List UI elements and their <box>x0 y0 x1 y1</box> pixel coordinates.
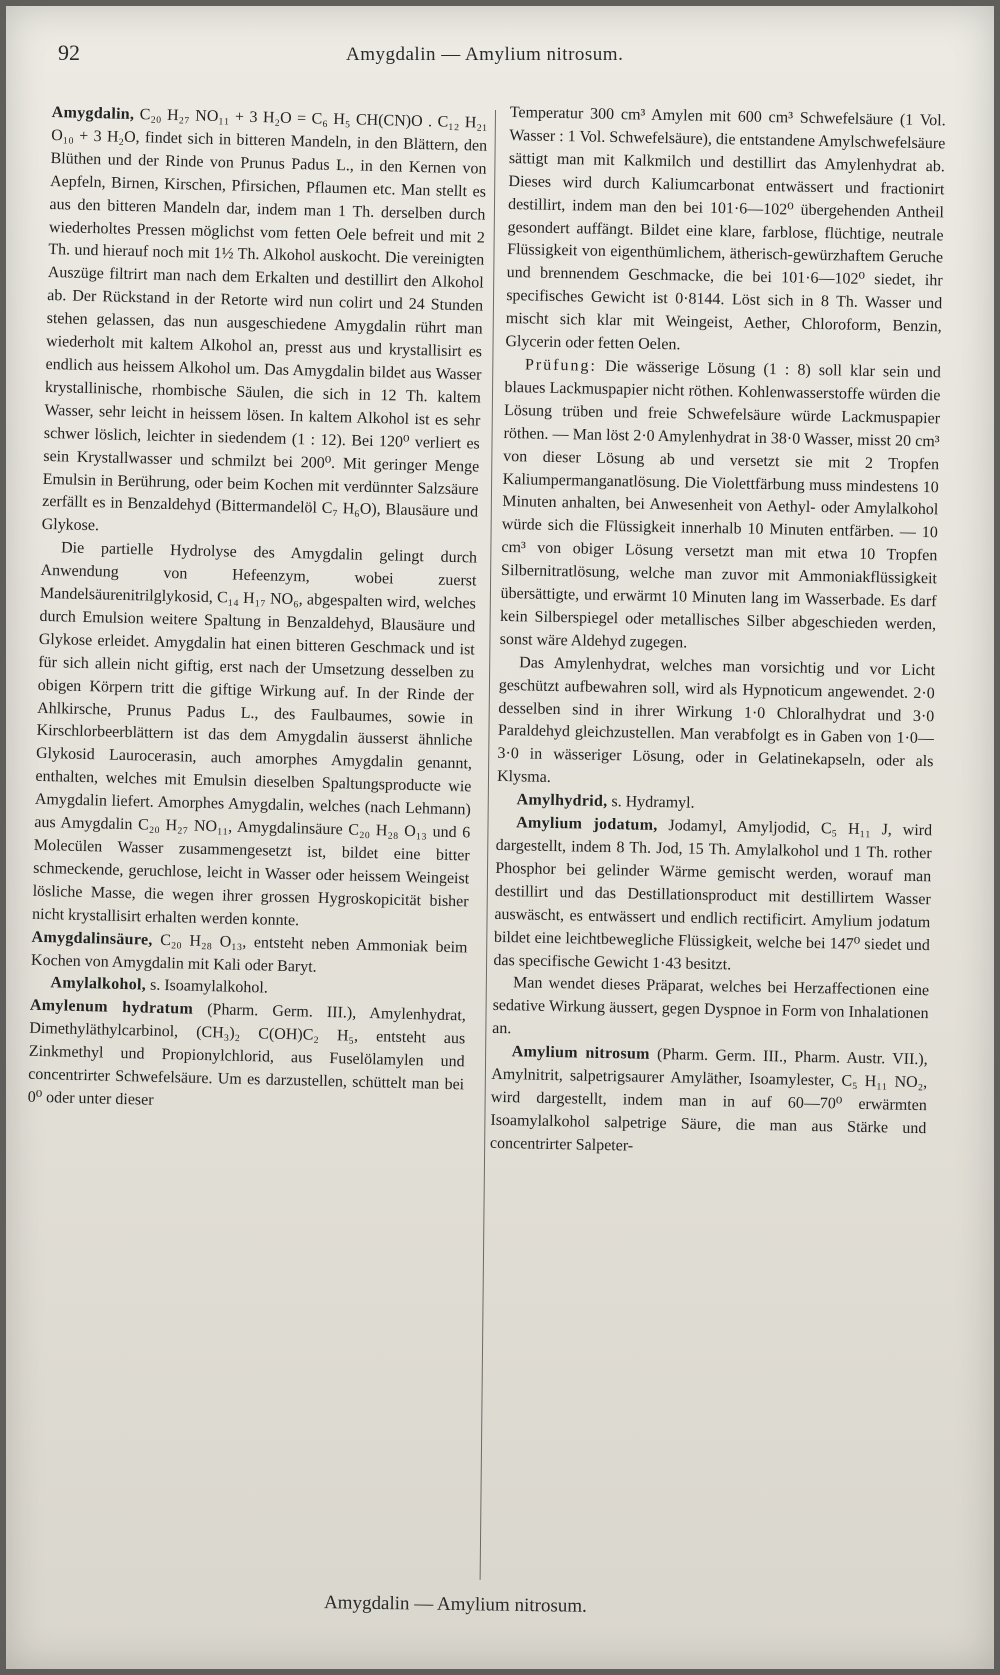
paragraph-continuation: Temperatur 300 cm³ Amylen mit 600 cm³ Schwefelsäure (1 Vol. Wasser : 1 Vol. Schwefelsäure), die entstandene Amylschwefelsäure sättigt man mit Kalkmilch und destillirt das Amylenhydrat ab. Dieses wird durch Kaliumcarbonat entwässert und fractionirt destillirt, indem man den bei 101·6—102⁰ übergehenden Antheil gesondert auffängt. Bildet eine klare, farblose, flüchtige, neutrale Flüssigkeit von eigenthümlichem, ätherisch-gewürzhaftem Geruche und brennendem Geschmacke, die bei 101·6—102⁰ siedet, ihr specifisches Gewicht ist 0·8144. Löst sich in 8 Th. Wasser und mischt sich klar mit Weingeist, Aether, Chloroform, Benzin, Glycerin oder fetten Oelen. <box>505 103 946 354</box>
page-number: 92 <box>58 40 80 65</box>
page-header <box>6 6 994 96</box>
headword-amylium-nitrosum: Amylium nitrosum <box>511 1043 650 1064</box>
headword-amylium-jodatum: Amylium jodatum, <box>515 814 658 835</box>
right-column <box>490 102 946 1164</box>
headword-amylalkohol: Amylalkohol, <box>50 974 147 994</box>
entry-amylium-jodatum <box>493 812 932 981</box>
entry-amylium-nitrosum <box>490 1041 928 1164</box>
paragraph-praeparat: Man wendet dieses Präparat, welches bei Herzaffectionen eine sedative Wirkung äussert, gegen Dyspnoe in Form von Inhalationen an. <box>492 974 930 1038</box>
paragraph-hypnoticum: Das Amylenhydrat, welches man vorsichtig und vor Licht geschützt aufbewahren soll, wird als Hypnoticum angewendet. 2·0 desselben sind in ihrer Wirkung 1·0 Chloralhydrat und 3·0 Paraldehyd gleichzustellen. Man verabfolgt es in Gaben von 1·0—3·0 in wässeriger Lösung, oder in Gelatinekapseln, oder als Klysma. <box>496 654 936 787</box>
entry-amylenum-hydratum <box>27 995 466 1120</box>
paragraph-pruefung <box>499 354 941 660</box>
pruefung-text: Die wässerige Lösung (1 : 8) soll klar sein und blaues Lackmuspapier nicht röthen. Kohlenwasserstoffe würden die Lösung trüben und freie Schwefelsäure würde Lackmuspapier röthen. — Man löst 2·0 Amylenhydrat in 38·0 Wasser, misst 20 cm³ von dieser Lösung ab und versetzt sie mit 2 Tropfen Kaliumpermanganatlösung. Die Violettfärbung muss mindestens 10 Minuten anhalten, bei Anwesenheit von Aethyl- oder Amylalkohol würde sich die Flüssigkeit innerhalb 10 Minuten entfärben. — 10 cm³ von obiger Lösung versetzt man mit etwa 10 Tropfen Silbernitratlösung, welche man zuvor mit Ammoniakflüssigkeit übersättigte, und erwärmt 10 Minuten lang im Wasserbade. Es darf kein Silberspiegel oder metallisches Silber abgeschieden werden, sonst wäre Aldehyd zugegen. <box>499 357 942 652</box>
entry-text-amylenum-hydratum: (Pharm. Germ. III.), Amylenhydrat, Dimethyläthylcarbinol, (CH₃)₂ C(OH)C₂ H₅, entsteht aus Zinkmethyl und Propionylchlorid, aus Fuselölamylen und concentrirter Schwefelsäure. Um es darzustellen, schüttelt man bei 0⁰ oder unter dieser <box>27 1001 467 1109</box>
left-column <box>27 102 487 1120</box>
entry-text-amygdalinsaeure: C₂₀ H₂₈ O₁₃, entsteht neben Ammoniak beim Kochen von Amygdalin mit Kali oder Baryt. <box>30 931 468 976</box>
entry-text-amygdalin: C₂₀ H₂₇ NO₁₁ + 3 H₂O = C₆ H₅ CH(CN)O . C₁₂ H₂₁ O₁₀ + 3 H₂O, findet sich in bitteren Mandeln, in den Blättern, den Blüthen und der Rinde von Prunus Padus L., in den Kernen von Aepfeln, Birnen, Kirschen, Pfirsichen, Pflaumen etc. Man stellt es aus den bitteren Mandeln dar, indem man 1 Th. derselben durch wiederholtes Pressen möglichst vom fetten Oele befreit und mit 2 Th. und hierauf noch mit 1½ Th. Alkohol auskocht. Die vereinigten Auszüge filtrirt man nach dem Erkalten und destillirt den Alkohol ab. Der Rückstand in der Retorte wird nun colirt und 24 Stunden stehen gelassen, das nun ausgeschiedene Amygdalin rührt man wiederholt mit kaltem Alkohol an, presst aus und krystallisirt es endlich aus heissem Alkohol um. Das Amygdalin bildet aus Wasser krystallinische, rhombische Säulen, die sich in 12 Th. kaltem Wasser, sehr leicht in heissem lösen. In kaltem Alkohol ist es sehr schwer löslich, leichter in siedendem (1 : 12). Bei 120⁰ verliert es sein Krystallwasser und schmilzt bei 200⁰. Mit geringer Menge Emulsin in Berührung, oder beim Kochen mit verdünnter Salzsäure zerfällt es in Benzaldehyd (Bittermandelöl C₇ H₆O), Blausäure und Glykose. <box>41 106 488 535</box>
pruefung-label: Prüfung: <box>524 356 598 375</box>
headword-amygdalin: Amygdalin, <box>51 103 135 124</box>
book-page <box>6 6 994 1669</box>
headword-amylenum-hydratum: Amylenum hydratum <box>29 997 194 1019</box>
entry-amygdalin <box>41 102 488 548</box>
entry-text-amylhydrid: s. Hydramyl. <box>611 793 695 812</box>
entry-text-amylium-nitrosum: (Pharm. Germ. III., Pharm. Austr. VII.), Amylnitrit, salpetrigsaurer Amyläther, Isoamylester, C₅ H₁₁ NO₂, wird dargestellt, indem man in auf 60—70⁰ erwärmten Isoamylalkohol salpetrige Säure, die man aus Stärke und concentrirter Salpeter- <box>489 1046 928 1155</box>
entry-text-amylium-jodatum: Jodamyl, Amyljodid, C₅ H₁₁ J, wird dargestellt, indem 8 Th. Jod, 15 Th. Amylalkohol und 1 Th. rother Phosphor bei gelinder Wärme gemischt werden, worauf man destillirt und das Destillationsproduct mit destillirtem Wasser auswäscht, es entwässert und endlich rectificirt. Amylium jodatum bildet eine leichtbewegliche Flüssigkeit, welche bei 147⁰ siedet und das specifische Gewicht 1·43 besitzt. <box>493 817 933 973</box>
running-head: Amygdalin — Amylium nitrosum. <box>346 44 624 65</box>
paragraph-hydrolyse: Die partielle Hydrolyse des Amygdalin gelingt durch Anwendung von Hefeenzym, wobei zuerst Mandelsäurenitrilglykosid, C₁₄ H₁₇ NO₆, abgespalten wird, welches durch Emulsion weitere Spaltung in Benzaldehyd, Blausäure und Glykose erleidet. Amygdalin hat einen bitteren Geschmack und ist für sich allein nicht giftig, erst nach der Umsetzung desselben zu obigen Körpern tritt die giftige Wirkung auf. In der Rinde der Ahlkirsche, Prunus Padus L., des Faulbaumes, sowie in Kirschlorbeerblättern ist das dem Amygdalin äusserst ähnliche Glykosid Laurocerasin, auch amorphes Amygdalin genannt, enthalten, welches mit Emulsin dieselben Spaltungsproducte wie Amygdalin liefert. Amorphes Amygdalin, welches (nach Lehmann) aus Amygdalin C₂₀ H₂₇ NO₁₁, Amygdalinsäure C₂₀ H₂₈ O₁₃ und 6 Molecülen Wasser zusammengesetzt ist, bildet eine bitter schmeckende, geruchlose, leicht in Wasser oder heissem Weingeist lösliche Masse, die wegen ihrer grossen Hygroskopicität bisher nicht krystallisirt erhalten werden konnte. <box>31 539 478 929</box>
headword-amygdalinsaeure: Amygdalinsäure, <box>31 928 153 949</box>
headword-amylhydrid: Amylhydrid, <box>516 791 608 811</box>
entry-text-amylalkohol: s. Isoamylalkohol. <box>149 977 269 997</box>
page-footer: Amygdalin — Amylium nitrosum. <box>323 1592 587 1617</box>
